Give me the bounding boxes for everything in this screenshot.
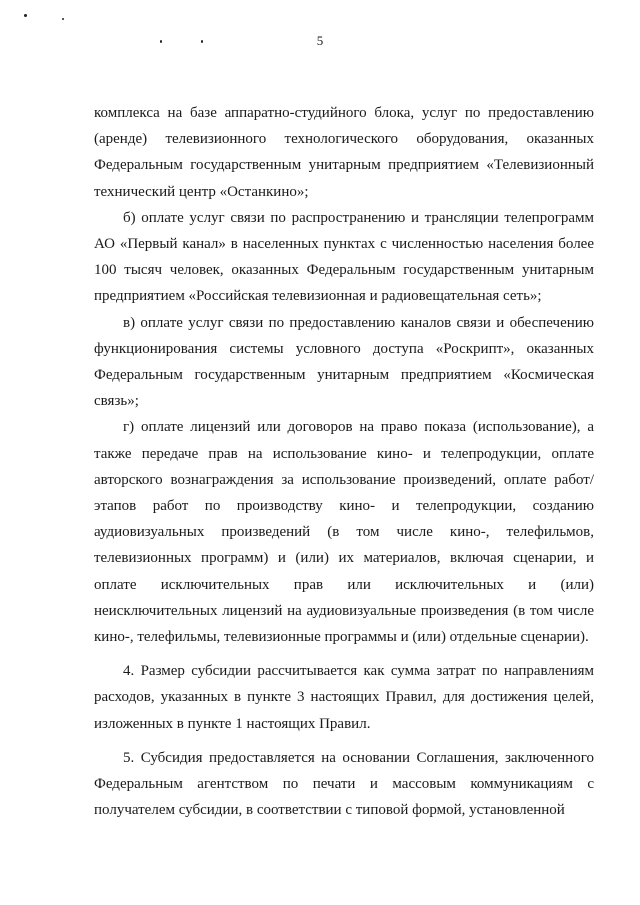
scan-speck (62, 18, 64, 20)
paragraph-item-v: в) оплате услуг связи по предоставлению каналов связи и обеспечению функционирования системы условного доступа «Роскрипт», оказанных Федеральным государственным унитарным предприятием «Космическая связь»; (94, 314, 594, 410)
document-body (94, 100, 594, 823)
paragraph-item-g: г) оплате лицензий или договоров на право показа (использование), а также передаче прав на использование кино- и телепродукции, оплате авторского вознаграждения за использование произведений, оплате работ/этапов работ по производству кино- и телепродукции, созданию аудиовизуальных произведений (в том числе кино-, телефильмов, телевизионных программ) и (или) их материалов, включая сценарии, и оплате исключительных прав или исключительных и (или) неисключительных лицензий на аудиовизуальные произведения (в том числе кино-, телефильмы, телевизионные программы и (или) отдельные сценарии). (94, 419, 594, 646)
page-number: 5 (316, 33, 324, 48)
scan-speck (24, 14, 27, 17)
paragraph-clause-5: 5. Субсидия предоставляется на основании Соглашения, заключенного Федеральным агентством по печати и массовым коммуникациям с получателем субсидии, в соответствии с типовой формой, установленной (94, 749, 594, 819)
paragraph-clause-4: 4. Размер субсидии рассчитывается как сумма затрат по направлениям расходов, указанных в пункте 3 настоящих Правил, для достижения целей, изложенных в пункте 1 настоящих Правил. (94, 663, 594, 732)
paragraph-item-b: б) оплате услуг связи по распространению и трансляции телепрограмм АО «Первый канал» в населенных пунктах с численностью населения более 100 тысяч человек, оказанных Федеральным государственным унитарным предприятием «Российская телевизионная и радиовещательная сеть»; (94, 209, 594, 305)
paragraph-continuation: комплекса на базе аппаратно-студийного блока, услуг по предоставлению (аренде) телевизионного технологического оборудования, оказанных Федеральным государственным унитарным предприятием «Телевизионный технический центр «Останкино»; (94, 105, 594, 200)
